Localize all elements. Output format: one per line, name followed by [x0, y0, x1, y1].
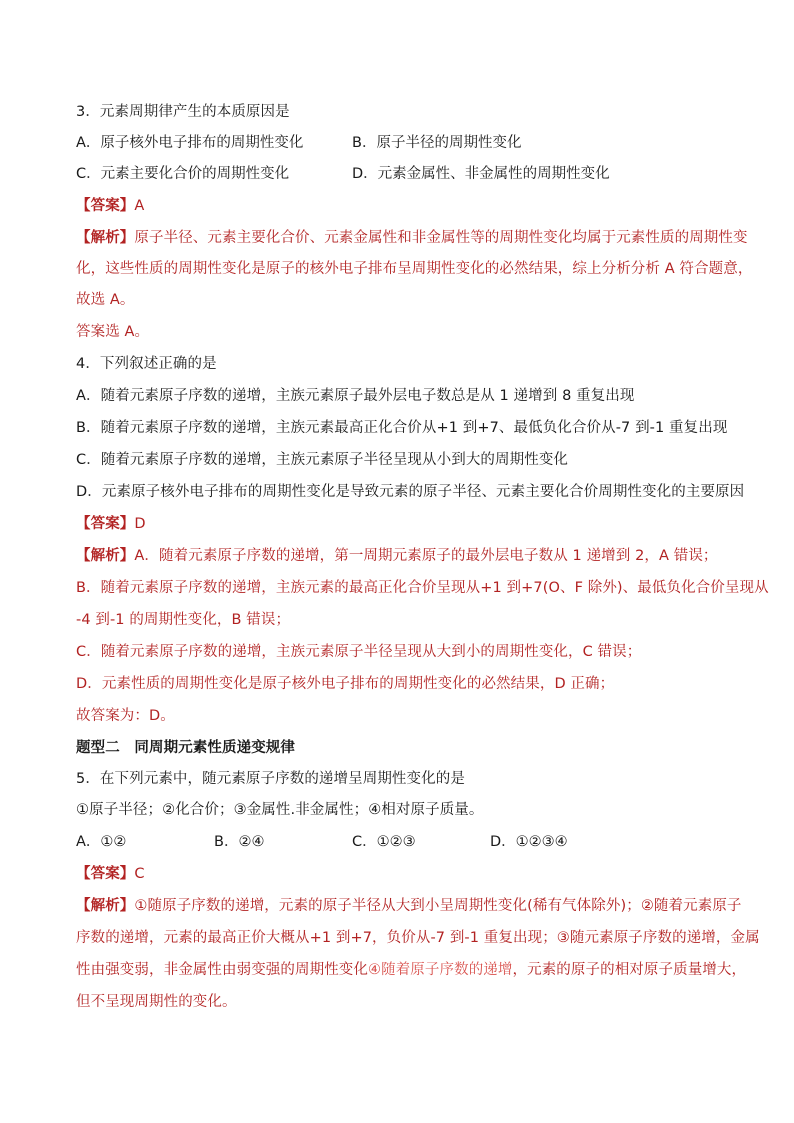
q3-option-b: B．原子半径的周期性变化	[352, 135, 522, 151]
q4-answer-line	[76, 514, 146, 534]
analysis-tag: 【解析】	[76, 898, 135, 914]
q5-analysis-text-3b: ④随着原子序数的递增	[368, 962, 513, 978]
q4-answer: D	[134, 516, 146, 532]
q3-final-answer: 答案选 A。	[76, 324, 150, 340]
q3-option-a: A．原子核外电子排布的周期性变化	[76, 135, 304, 151]
q3-option-c: C．元素主要化合价的周期性变化	[76, 166, 290, 182]
q3-analysis-text-1: 原子半径、元素主要化合价、元素金属性和非金属性等的周期性变化均属于元素性质的周期性变	[134, 230, 748, 246]
q4-analysis-line-1	[76, 546, 718, 566]
q5-analysis-line-3	[76, 960, 746, 980]
q5-option-b: B．②④	[214, 834, 265, 850]
q4-analysis-line-2: B．随着元素原子序数的递增，主族元素的最高正化合价呈现从+1 到+7(O、F 除外)、最低负化合价呈现从	[76, 580, 769, 596]
q5-analysis-line-2: 序数的递增，元素的最高正价大概从+1 到+7，负价从-7 到-1 重复出现；③随元素原子序数的递增，金属	[76, 930, 760, 946]
q4-option-c: C．随着元素原子序数的递增，主族元素原子半径呈现从小到大的周期性变化	[76, 452, 569, 468]
q3-analysis-line-2: 化，这些性质的周期性变化是原子的核外电子排布呈周期性变化的必然结果，综上分析分析 A 符合题意，	[76, 261, 753, 277]
q5-answer-line	[76, 864, 145, 884]
q5-option-d: D．①②③④	[490, 834, 568, 850]
q4-option-b: B．随着元素原子序数的递增，主族元素最高正化合价从+1 到+7、最低负化合价从-7 到-1 重复出现	[76, 420, 728, 436]
q4-analysis-line-4: C．随着元素原子序数的递增，主族元素原子半径呈现从大到小的周期性变化，C 错误；	[76, 644, 642, 660]
q5-items: ①原子半径；②化合价；③金属性.非金属性；④相对原子质量。	[76, 802, 484, 818]
q4-analysis-line-3: -4 到-1 的周期性变化，B 错误；	[76, 612, 291, 628]
q5-analysis-text-3c: ，元素的原子的相对原子质量增大，	[512, 962, 747, 978]
answer-tag: 【答案】	[76, 198, 135, 214]
q5-analysis-text-1: ①随原子序数的递增，元素的原子半径从大到小呈周期性变化(稀有气体除外)；②随着元素原子	[134, 898, 742, 914]
q3-analysis-line-1	[76, 228, 748, 248]
q3-stem: 3．元素周期律产生的本质原因是	[76, 104, 290, 120]
section-heading: 题型二 同周期元素性质递变规律	[76, 740, 295, 756]
q5-analysis-line-1	[76, 896, 742, 916]
q3-analysis-line-3: 故选 A。	[76, 292, 135, 308]
q3-option-d: D．元素金属性、非金属性的周期性变化	[352, 166, 610, 182]
q4-option-d: D．元素原子核外电子排布的周期性变化是导致元素的原子半径、元素主要化合价周期性变化的主要原因	[76, 484, 745, 500]
q4-final-answer: 故答案为：D。	[76, 708, 175, 724]
q4-analysis-text-1: A．随着元素原子序数的递增，第一周期元素原子的最外层电子数从 1 递增到 2，A 错误；	[134, 548, 718, 564]
q4-analysis-line-5: D．元素性质的周期性变化是原子核外电子排布的周期性变化的必然结果，D 正确；	[76, 676, 615, 692]
q5-stem: 5．在下列元素中，随元素原子序数的递增呈周期性变化的是	[76, 771, 465, 787]
q3-answer: A	[134, 198, 145, 214]
answer-tag: 【答案】	[76, 866, 135, 882]
analysis-tag: 【解析】	[76, 548, 135, 564]
q3-answer-line	[76, 196, 144, 216]
answer-tag: 【答案】	[76, 516, 135, 532]
q5-analysis-line-4: 但不呈现周期性的变化。	[76, 994, 237, 1010]
q5-option-c: C．①②③	[352, 834, 416, 850]
q5-analysis-text-3a: 性由强变弱，非金属性由弱变强的周期性变化	[76, 962, 368, 978]
q5-answer: C	[134, 866, 145, 882]
q4-stem: 4．下列叙述正确的是	[76, 356, 217, 372]
q4-option-a: A．随着元素原子序数的递增，主族元素原子最外层电子数总是从 1 递增到 8 重复出现	[76, 388, 635, 404]
analysis-tag: 【解析】	[76, 230, 135, 246]
q5-option-a: A．①②	[76, 834, 127, 850]
